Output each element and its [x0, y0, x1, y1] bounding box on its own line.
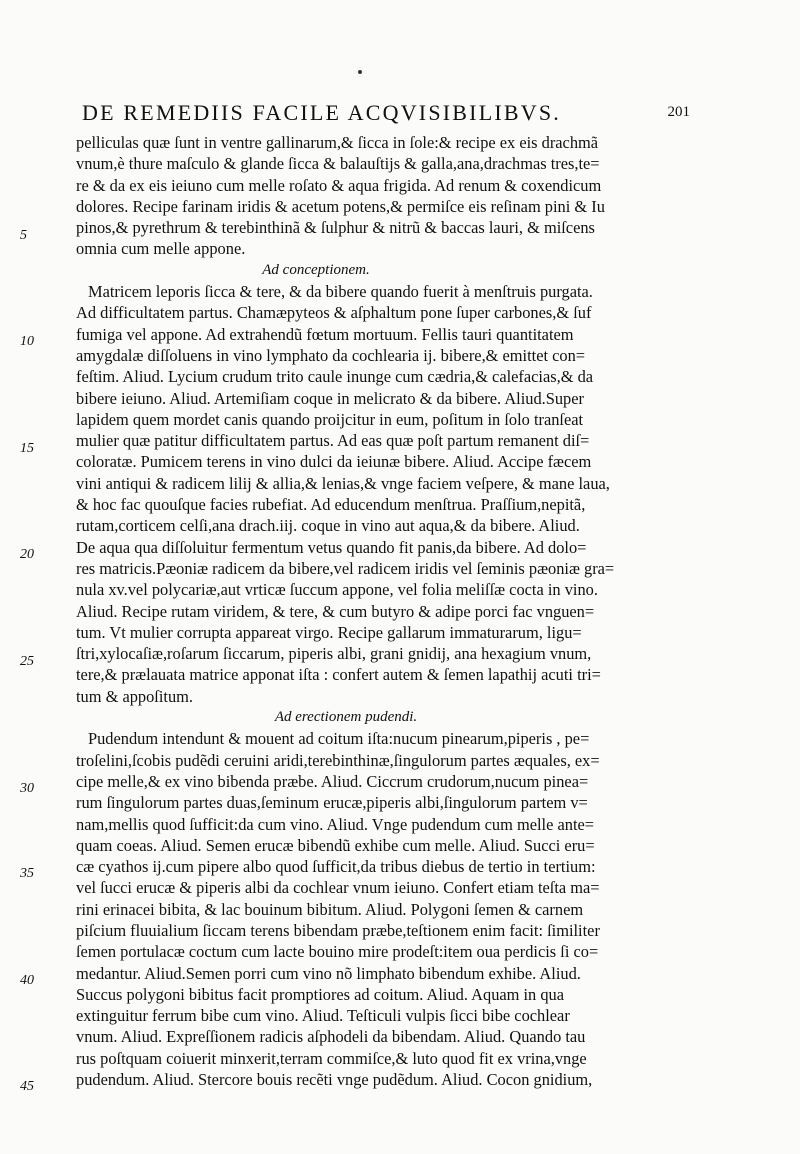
text-line: quam coeas. Aliud. Semen erucæ bibendũ exhibe cum melle. Aliud. Succi eru= — [76, 835, 595, 855]
margin-line-number: 40 — [20, 973, 34, 988]
text-line: & hoc fac quouſque facies rubefiat. Ad educendum menſtrua. Praſſium,nepitã, — [76, 495, 586, 515]
text-line: Pudendum intendunt & mouent ad coitum iſta:nucum pinearum,piperis , pe= — [88, 729, 590, 749]
text-line: ſemen portulacæ coctum cum lacte bouino mire prodeſt:item oua perdicis ſi co= — [76, 942, 599, 962]
margin-line-number: 20 — [20, 547, 34, 562]
text-line: vnum. Aliud. Expreſſionem radicis aſphodeli da bibendam. Aliud. Quando tau — [76, 1027, 586, 1047]
text-line: feſtim. Aliud. Lycium crudum trito caule inunge cum cædria,& calefacias,& da — [76, 367, 594, 387]
margin-line-number: 45 — [20, 1079, 34, 1094]
ink-speck — [358, 70, 362, 74]
margin-line-number: 10 — [20, 334, 34, 349]
text-line: res matricis.Pæoniæ radicem da bibere,vel radicem iridis vel ſeminis pæoniæ gra= — [76, 558, 615, 578]
text-line: Aliud. Recipe rutam viridem, & tere, & cum butyro & adipe porci fac vnguen= — [76, 601, 595, 621]
section-heading-erection: Ad erectionem pudendi. — [274, 709, 418, 726]
text-line: piſcium fluuialium ſiccam terens bibendam præbe,teſtionem enim facit: ſimiliter — [76, 920, 600, 940]
text-line: extinguitur ferrum bibe cum vino. Aliud. Teſticuli vulpis ſicci bibe cochlear — [76, 1006, 570, 1026]
text-line: nam,mellis quod ſufficit:da cum vino. Aliud. Vnge pudendum cum melle ante= — [76, 814, 595, 834]
text-line: medantur. Aliud.Semen porri cum vino nõ limphato bibendum exhibe. Aliud. — [76, 963, 581, 983]
text-line: Ad difficultatem partus. Chamæpyteos & aſphaltum pone ſuper carbones,& ſuf — [76, 303, 592, 323]
text-line: rutam,corticem celſi,ana drach.iij. coque in vino aut aqua,& da bibere. Aliud. — [76, 516, 580, 536]
text-line: vel ſucci erucæ & piperis albi da cochlear vnum ieiuno. Confert etiam teſta ma= — [76, 878, 600, 898]
text-line: dolores. Recipe farinam iridis & acetum potens,& permiſce eis reſinam pini & Iu — [76, 196, 605, 216]
text-line: nula xv.vel polycariæ,aut vrticæ ſuccum appone, vel folia meliſſæ cocta in vino. — [76, 580, 598, 600]
margin-line-number: 5 — [20, 228, 27, 243]
margin-line-number: 30 — [20, 781, 34, 796]
text-line: mulier quæ patitur difficultatem partus. Ad eas quæ poſt partum remanent diſ= — [76, 431, 590, 451]
text-line: cipe melle,& ex vino bibenda præbe. Aliud. Ciccrum crudorum,nucum pinea= — [76, 771, 589, 791]
text-line: fumiga vel appone. Ad extrahendũ fœtum mortuum. Fellis tauri quantitatem — [76, 324, 574, 344]
text-line: Succus polygoni bibitus facit promptiores ad coitum. Aliud. Aquam in qua — [76, 984, 565, 1004]
text-line: ſtri,xylocaſiæ,roſarum ſiccarum, piperis albi, grani gnidij, ana hexagium vnum, — [76, 644, 592, 664]
section-heading-conception: Ad conceptionem. — [262, 261, 370, 278]
margin-line-number: 15 — [20, 441, 34, 456]
text-line: De aqua qua diſſoluitur fermentum vetus quando fit panis,da bibere. Ad dolo= — [76, 537, 587, 557]
text-line: vini antiqui & radicem lilij & allia,& lenias,& vnge faciem veſpere, & mane laua, — [76, 473, 610, 493]
text-line: pinos,& pyrethrum & terebinthinã & ſulphur & nitrũ & baccas lauri, & miſcens — [76, 218, 595, 238]
text-line: tere,& prælauata matrice apponat iſta : confert autem & ſemen lapathij acuti tri= — [76, 665, 601, 685]
text-line: coloratæ. Pumicem terens in vino dulci da ieiunæ bibere. Aliud. Accipe fæcem — [76, 452, 592, 472]
text-line: troſelini,ſcobis pudẽdi ceruini aridi,terebinthinæ,ſingulorum partes æquales, ex= — [76, 750, 600, 770]
text-line: tum & appoſitum. — [76, 686, 194, 706]
text-line: lapidem quem mordet canis quando proijcitur in eum, poſitum in ſolo tranſeat — [76, 409, 584, 429]
text-line: tum. Vt mulier corrupta appareat virgo. Recipe gallarum immaturarum, ligu= — [76, 622, 582, 642]
text-line: rum ſingulorum partes duas,ſeminum erucæ,piperis albi,ſingulorum partem v= — [76, 793, 588, 813]
text-line: pelliculas quæ ſunt in ventre gallinarum,& ſicca in ſole:& recipe ex eis drachmã — [76, 133, 599, 152]
text-line: pudendum. Aliud. Stercore bouis recẽti vnge pudẽdum. Aliud. Cocon gnidium, — [76, 1070, 593, 1090]
text-line: rus poſtquam coiuerit minxerit,terram commiſce,& luto quod fit ex vrina,vnge — [76, 1048, 587, 1068]
running-head: DE REMEDIIS FACILE ACQVISIBILIBVS. — [82, 100, 561, 125]
text-line: re & da ex eis ieiuno cum melle roſato & aqua frigida. Ad renum & coxendicum — [76, 175, 602, 195]
margin-line-number: 35 — [20, 866, 34, 881]
text-line: amygdalæ diſſoluens in vino lymphato da cochlearia ij. bibere,& emittet con= — [76, 345, 586, 365]
text-line: rini erinacei bibita, & lac bouinum bibitum. Aliud. Polygoni ſemen & carnem — [76, 899, 584, 919]
text-line: Matricem leporis ſicca & tere, & da bibere quando fuerit à menſtruis purgata. — [88, 282, 593, 302]
text-line: cæ cyathos ij.cum pipere albo quod ſufficit,da tribus diebus de tertio in tertium: — [76, 857, 596, 877]
text-line: vnum,è thure maſculo & glande ſicca & balauſtijs & galla,ana,drachmas tres,te= — [76, 154, 600, 174]
text-line: bibere ieiuno. Aliud. Artemiſiam coque in melicrato & da bibere. Aliud.Super — [76, 388, 584, 408]
page-header — [82, 100, 690, 130]
body-text — [76, 132, 656, 1090]
text-line: omnia cum melle appone. — [76, 239, 246, 259]
margin-line-number: 25 — [20, 654, 34, 669]
page-number: 201 — [667, 104, 690, 120]
